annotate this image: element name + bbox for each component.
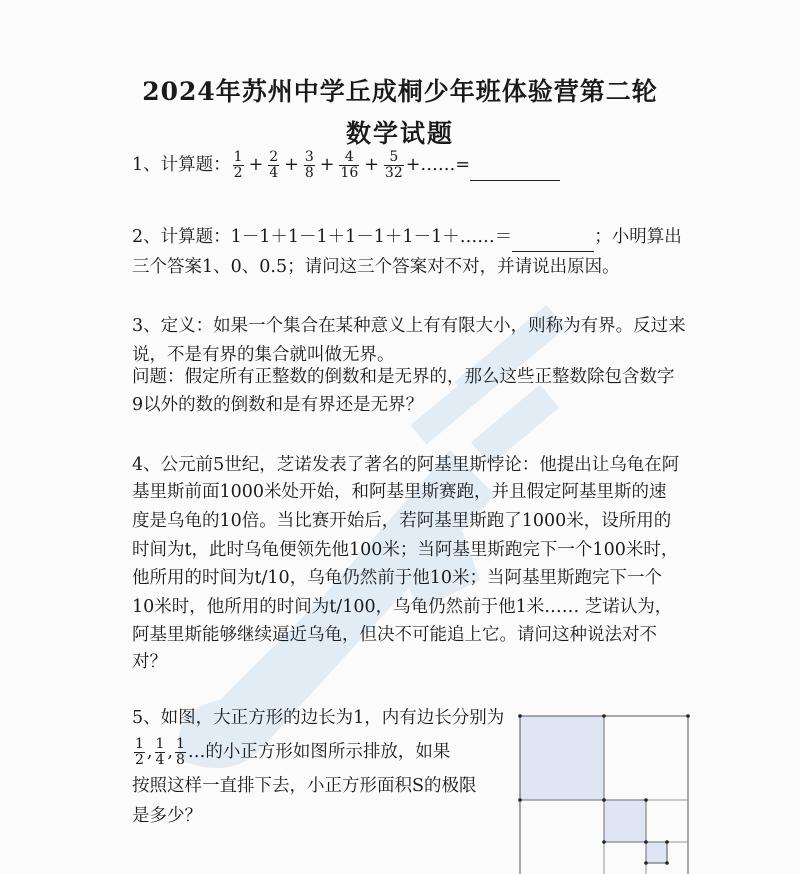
q2-answer-blank <box>512 233 594 252</box>
q5-fraction-1: $\frac{1}{2}$ <box>135 736 144 768</box>
question-1: 1、计算题： $\frac{1}{2}$ + $\frac{2}{4}$ + $\frac{3}{8}$ + $\frac{4}{16}$ + $\frac{5}{32}$ +……= <box>132 150 560 181</box>
question-4-line-3: 度是乌龟的10倍。当比赛开始后，若阿基里斯跑了1000米，设所用的 <box>132 511 672 531</box>
nested-squares-figure <box>512 708 692 874</box>
question-4-line-7: 阿基里斯能够继续逼近乌龟，但决不可能追上它。请问这种说法对不 <box>132 625 657 645</box>
q1-fraction-5: $\frac{5}{32}$ <box>384 149 403 181</box>
square-quarter <box>604 800 646 842</box>
q1-fraction-2: $\frac{2}{4}$ <box>269 149 279 181</box>
question-4-line-1: 4、公元前5世纪，芝诺发表了著名的阿基里斯悖论：他提出让乌龟在阿 <box>132 455 680 475</box>
question-3-line-2: 说，不是有界的集合就叫做无界。 <box>132 345 395 365</box>
q5-line-4: 是多少？ <box>132 806 202 826</box>
square-eighth <box>646 842 667 863</box>
question-2-line-1 <box>132 222 682 252</box>
q5-fraction-2: $\frac{1}{4}$ <box>155 736 165 768</box>
q5-line-1: 5、如图，大正方形的边长为1，内有边长分别为 <box>132 708 505 728</box>
q2-expression: 2、计算题：1－1＋1－1＋1－1＋1－1＋……＝ <box>132 227 513 247</box>
q1-prefix: 1、计算题： <box>132 155 231 175</box>
q2-suffix: ；小明算出 <box>594 227 682 247</box>
q5-line-2: $\frac{1}{2}$ , $\frac{1}{4}$ , $\frac{1}{8}$ …的小正方形如图所示排放，如果 <box>135 736 451 768</box>
q1-fraction-4: $\frac{4}{16}$ <box>340 149 359 181</box>
exam-title-line1: 2024年苏州中学丘成桐少年班体验营第二轮 <box>142 77 658 106</box>
question-4-line-2: 基里斯前面1000米处开始，和阿基里斯赛跑，并且假定阿基里斯的速 <box>132 482 667 502</box>
q5-line-2-tail: …的小正方形如图所示排放，如果 <box>187 742 451 762</box>
question-4-line-4: 时间为t，此时乌龟便领先他100米；当阿基里斯跑完下一个100米时， <box>132 540 679 560</box>
q1-answer-blank <box>470 162 560 181</box>
question-5 <box>132 703 522 831</box>
q5-line-3: 按照这样一直排下去，小正方形面积S的极限 <box>132 776 477 796</box>
question-3-line-3: 问题：假定所有正整数的倒数和是无界的，那么这些正整数除包含数字 <box>132 367 675 387</box>
square-half <box>520 716 604 800</box>
q1-fraction-1: $\frac{1}{2}$ <box>233 149 243 181</box>
q1-tail: +……= <box>405 155 471 175</box>
question-4-line-8: 对？ <box>132 652 167 672</box>
question-3-line-1: 3、定义：如果一个集合在某种意义上有有限大小，则称为有界。反过来 <box>132 316 686 336</box>
q5-fraction-3: $\frac{1}{8}$ <box>176 736 185 768</box>
q1-fraction-3: $\frac{3}{8}$ <box>304 149 314 181</box>
exam-title-line2: 数学试题 <box>345 119 454 148</box>
question-4-line-5: 他所用的时间为t/10，乌龟仍然前于他10米；当阿基里斯跑完下一个 <box>132 568 662 588</box>
question-2-line-2: 三个答案1、0、0.5；请问这三个答案对不对，并请说出原因。 <box>132 257 620 277</box>
question-3-line-4: 9以外的数的倒数和是有界还是无界？ <box>132 395 424 415</box>
question-4-line-6: 10米时，他所用的时间为t/100，乌龟仍然前于他1米…… 芝诺认为， <box>132 597 673 617</box>
